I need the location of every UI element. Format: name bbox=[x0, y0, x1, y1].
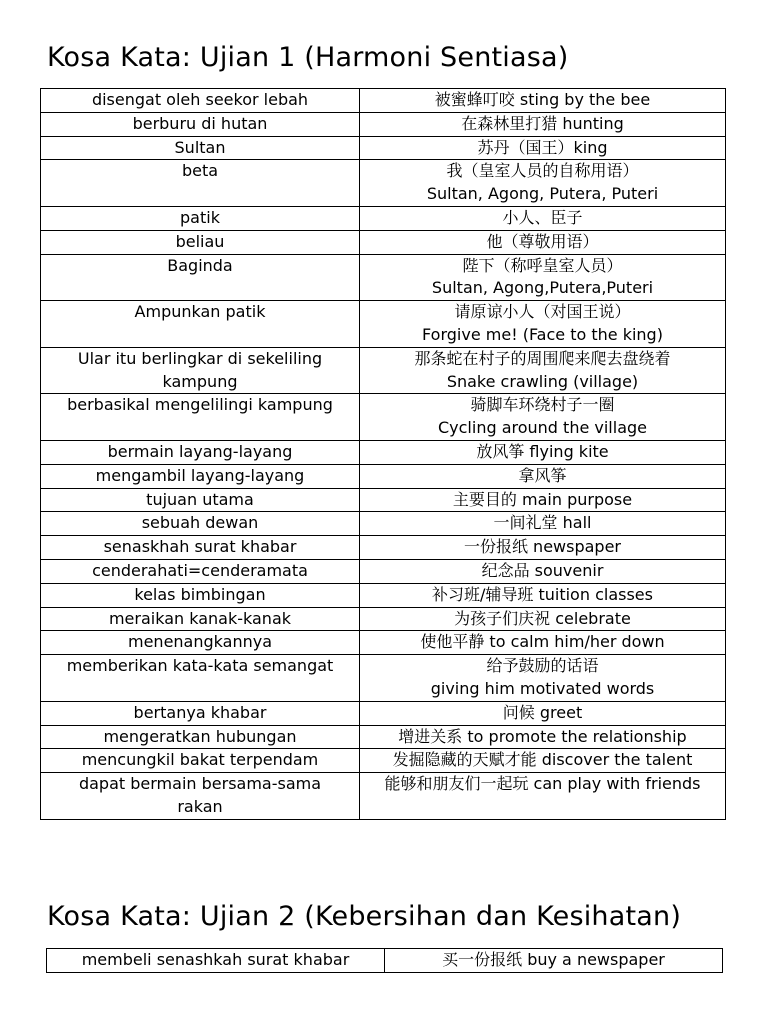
malay-term-cell bbox=[41, 301, 360, 348]
meaning-text: 一份报纸 newspaper bbox=[463, 537, 622, 557]
meaning-cell bbox=[360, 89, 726, 113]
vocabulary-row bbox=[41, 725, 726, 749]
meaning-text: 他（尊敬用语） bbox=[486, 231, 599, 251]
vocabulary-table-2-body bbox=[47, 949, 723, 973]
malay-term-cell bbox=[41, 206, 360, 230]
malay-term-cell bbox=[41, 394, 360, 441]
meaning-cell bbox=[360, 112, 726, 136]
meaning-cell bbox=[360, 440, 726, 464]
meaning-cell bbox=[360, 464, 726, 488]
section-2-title: Kosa Kata: Ujian 2 (Kebersihan dan Kesihatan) bbox=[47, 901, 682, 932]
malay-term-cell bbox=[41, 773, 360, 820]
malay-term-text: rakan bbox=[177, 796, 223, 816]
meaning-text: 我（皇室人员的自称用语） bbox=[446, 161, 639, 181]
vocabulary-row bbox=[41, 536, 726, 560]
meaning-text: 纪念品 souvenir bbox=[481, 560, 604, 580]
malay-term-text: bertanya khabar bbox=[133, 702, 267, 722]
meaning-cell bbox=[360, 206, 726, 230]
malay-term-cell bbox=[41, 254, 360, 301]
meaning-cell bbox=[360, 347, 726, 394]
malay-term-text: meraikan kanak-kanak bbox=[108, 608, 292, 628]
vocabulary-table-2 bbox=[46, 948, 723, 973]
malay-term-cell bbox=[41, 488, 360, 512]
meaning-text: Cycling around the village bbox=[437, 418, 647, 438]
meaning-text: 补习班/辅导班 tuition classes bbox=[432, 584, 653, 604]
vocabulary-row bbox=[41, 464, 726, 488]
malay-term-text: dapat bermain bersama-sama bbox=[78, 774, 322, 794]
malay-term-cell bbox=[41, 112, 360, 136]
meaning-cell bbox=[360, 160, 726, 207]
malay-term-text: berbasikal mengelilingi kampung bbox=[67, 395, 333, 415]
malay-term-text: Ampunkan patik bbox=[134, 302, 266, 322]
malay-term-text: mengambil layang-layang bbox=[95, 465, 305, 485]
vocabulary-row bbox=[41, 112, 726, 136]
malay-term-cell bbox=[41, 464, 360, 488]
vocabulary-row bbox=[41, 631, 726, 655]
meaning-text: 被蜜蜂叮咬 sting by the bee bbox=[434, 90, 651, 109]
vocabulary-row bbox=[41, 607, 726, 631]
meaning-text: 放风筝 flying kite bbox=[476, 441, 609, 461]
malay-term-text: senaskhah surat khabar bbox=[103, 537, 297, 557]
vocabulary-row bbox=[41, 89, 726, 113]
malay-term-text: bermain layang-layang bbox=[107, 441, 293, 461]
malay-term-cell bbox=[41, 160, 360, 207]
vocabulary-row bbox=[41, 394, 726, 441]
vocabulary-row bbox=[41, 254, 726, 301]
section-1-title: Kosa Kata: Ujian 1 (Harmoni Sentiasa) bbox=[47, 42, 569, 73]
vocabulary-row bbox=[41, 512, 726, 536]
malay-term-text: Ular itu berlingkar di sekeliling bbox=[77, 348, 323, 368]
meaning-cell bbox=[360, 136, 726, 160]
malay-term-cell bbox=[41, 89, 360, 113]
meaning-text: Forgive me! (Face to the king) bbox=[422, 324, 663, 344]
malay-term-text: memberikan kata-kata semangat bbox=[66, 656, 334, 676]
malay-term-text: Baginda bbox=[167, 255, 233, 275]
meaning-text: Sultan, Agong, Putera, Puteri bbox=[426, 184, 659, 204]
meaning-cell bbox=[385, 949, 723, 973]
meaning-cell bbox=[360, 488, 726, 512]
malay-term-text: disengat oleh seekor lebah bbox=[91, 90, 309, 109]
meaning-text: 小人、臣子 bbox=[502, 207, 583, 227]
malay-term-text: tujuan utama bbox=[146, 489, 254, 509]
meaning-cell bbox=[360, 655, 726, 702]
malay-term-cell bbox=[41, 725, 360, 749]
vocabulary-table-1 bbox=[40, 88, 726, 820]
malay-term-text: beliau bbox=[175, 231, 225, 251]
meaning-text: Snake crawling (village) bbox=[446, 371, 639, 391]
malay-term-text: mengeratkan hubungan bbox=[103, 726, 297, 746]
vocabulary-row bbox=[41, 230, 726, 254]
malay-term-text: menenangkannya bbox=[128, 632, 272, 652]
malay-term-cell bbox=[41, 607, 360, 631]
vocabulary-row bbox=[41, 347, 726, 394]
meaning-cell bbox=[360, 701, 726, 725]
malay-term-cell bbox=[41, 136, 360, 160]
meaning-cell bbox=[360, 254, 726, 301]
vocabulary-row bbox=[41, 301, 726, 348]
vocabulary-row bbox=[41, 206, 726, 230]
malay-term-text: sebuah dewan bbox=[141, 513, 259, 533]
malay-term-text: mencungkil bakat terpendam bbox=[81, 750, 319, 770]
meaning-text: 使他平静 to calm him/her down bbox=[420, 632, 665, 652]
meaning-text: 问候 greet bbox=[502, 702, 583, 722]
malay-term-text: berburu di hutan bbox=[132, 113, 268, 133]
meaning-text: Sultan, Agong,Putera,Puteri bbox=[431, 278, 654, 298]
vocabulary-row bbox=[41, 655, 726, 702]
meaning-text: 在森林里打猎 hunting bbox=[461, 113, 624, 133]
meaning-cell bbox=[360, 512, 726, 536]
vocabulary-row bbox=[41, 773, 726, 820]
vocabulary-row bbox=[41, 160, 726, 207]
meaning-cell bbox=[360, 607, 726, 631]
vocabulary-row bbox=[41, 488, 726, 512]
vocabulary-table-1-body bbox=[41, 89, 726, 820]
meaning-cell bbox=[360, 631, 726, 655]
meaning-text: 苏丹（国王）king bbox=[477, 137, 608, 157]
meaning-cell bbox=[360, 394, 726, 441]
meaning-cell bbox=[360, 559, 726, 583]
malay-term-text: kampung bbox=[162, 371, 238, 391]
meaning-cell bbox=[360, 749, 726, 773]
malay-term-cell bbox=[41, 631, 360, 655]
meaning-text: 给予鼓励的话语 bbox=[486, 656, 599, 676]
malay-term-cell bbox=[41, 347, 360, 394]
meaning-text: 能够和朋友们一起玩 can play with friends bbox=[384, 774, 701, 794]
malay-term-text: kelas bimbingan bbox=[134, 584, 266, 604]
meaning-cell bbox=[360, 583, 726, 607]
malay-term-cell bbox=[47, 949, 385, 973]
malay-term-text: patik bbox=[180, 207, 220, 227]
meaning-text: 买一份报纸 buy a newspaper bbox=[442, 950, 665, 969]
malay-term-cell bbox=[41, 536, 360, 560]
meaning-text: giving him motivated words bbox=[430, 678, 655, 698]
malay-term-cell bbox=[41, 583, 360, 607]
vocabulary-row bbox=[41, 749, 726, 773]
malay-term-cell bbox=[41, 512, 360, 536]
meaning-text: 请原谅小人（对国王说） bbox=[454, 302, 631, 322]
meaning-text: 那条蛇在村子的周围爬来爬去盘绕着 bbox=[414, 348, 671, 368]
meaning-text: 主要目的 main purpose bbox=[452, 489, 633, 509]
malay-term-cell bbox=[41, 230, 360, 254]
vocabulary-row bbox=[41, 559, 726, 583]
meaning-text: 为孩子们庆祝 celebrate bbox=[454, 608, 631, 628]
meaning-text: 拿风筝 bbox=[518, 465, 567, 485]
malay-term-text: beta bbox=[181, 161, 219, 181]
vocabulary-row bbox=[47, 949, 723, 973]
vocabulary-row bbox=[41, 136, 726, 160]
vocabulary-row bbox=[41, 701, 726, 725]
meaning-cell bbox=[360, 725, 726, 749]
malay-term-text: cenderahati=cenderamata bbox=[92, 560, 308, 580]
malay-term-cell bbox=[41, 749, 360, 773]
malay-term-cell bbox=[41, 440, 360, 464]
meaning-text: 骑脚车环绕村子一圈 bbox=[470, 395, 615, 415]
meaning-text: 一间礼堂 hall bbox=[493, 513, 592, 533]
meaning-cell bbox=[360, 536, 726, 560]
meaning-cell bbox=[360, 301, 726, 348]
meaning-cell bbox=[360, 230, 726, 254]
malay-term-cell bbox=[41, 559, 360, 583]
vocabulary-row bbox=[41, 440, 726, 464]
malay-term-text: membeli senashkah surat khabar bbox=[81, 950, 350, 969]
meaning-text: 发掘隐藏的天赋才能 discover the talent bbox=[392, 750, 693, 770]
meaning-text: 陛下（称呼皇室人员） bbox=[462, 255, 623, 275]
malay-term-cell bbox=[41, 655, 360, 702]
meaning-cell bbox=[360, 773, 726, 820]
malay-term-text: Sultan bbox=[174, 137, 226, 157]
malay-term-cell bbox=[41, 701, 360, 725]
vocabulary-row bbox=[41, 583, 726, 607]
meaning-text: 增进关系 to promote the relationship bbox=[398, 726, 687, 746]
